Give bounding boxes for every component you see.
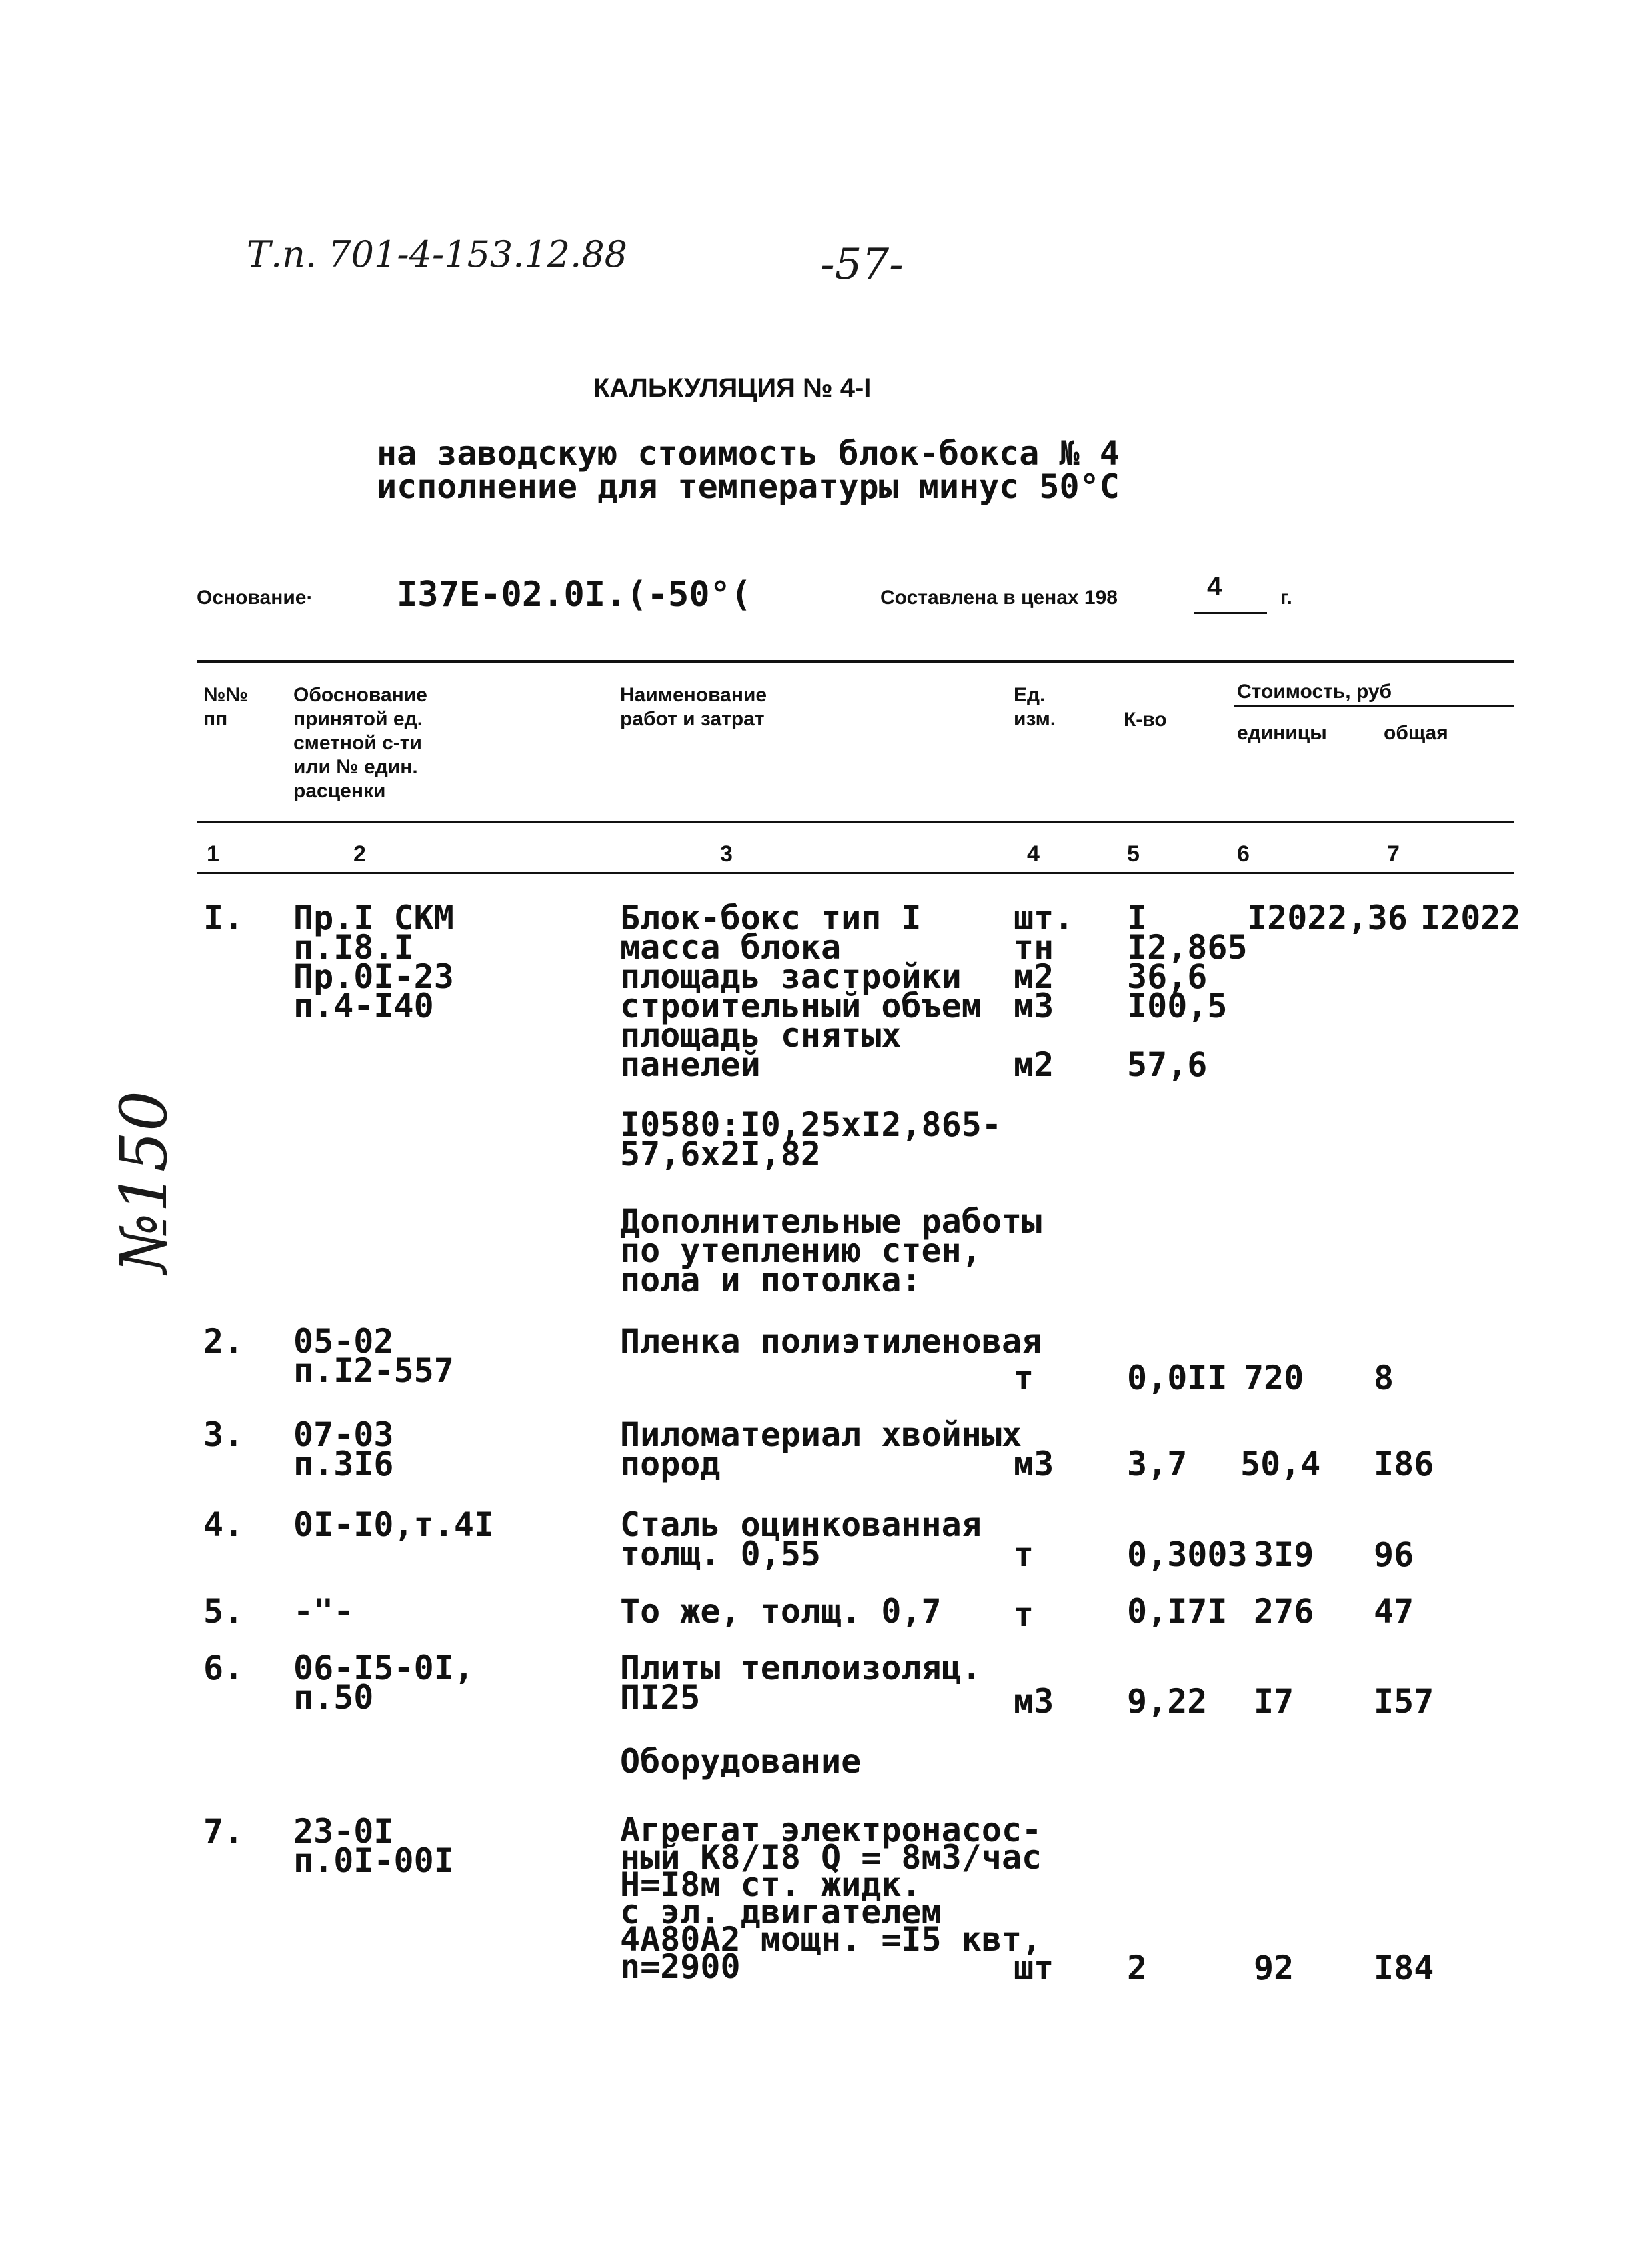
name-line: площадь снятых: [620, 1016, 902, 1055]
col-number: 7: [1387, 841, 1400, 867]
basis-line: 06-I5-0I,: [293, 1649, 474, 1687]
name-line: масса блока: [620, 928, 842, 967]
unit-line: тн: [1014, 928, 1054, 967]
document-reference: Т.п. 701-4-153.12.88: [247, 233, 628, 275]
row-4-total: 96: [1374, 1535, 1414, 1574]
row-7-unit-cost: 92: [1254, 1949, 1294, 1987]
row-4-name: [620, 1505, 982, 1573]
row-4-unit: т: [1014, 1535, 1034, 1574]
basis-line: п.4-I40: [293, 987, 434, 1025]
page-title: КАЛЬКУЛЯЦИЯ № 4-I: [593, 373, 872, 403]
name-line: пола и потолка:: [620, 1261, 922, 1299]
subtitle-line-1: на заводскую стоимость блок-бокса № 4: [377, 434, 1120, 473]
unit-line: шт.: [1014, 899, 1074, 937]
header-col7: общая: [1384, 722, 1448, 744]
row-7-basis: [293, 1812, 454, 1880]
row-1-name: [620, 899, 982, 1084]
col-number: 3: [720, 841, 733, 867]
row-6-name: [620, 1649, 982, 1717]
qty-line: I2,865: [1127, 928, 1248, 967]
name-line: панелей: [620, 1045, 761, 1084]
row-6-basis: [293, 1649, 474, 1717]
name-line: Сталь оцинкованная: [620, 1505, 982, 1544]
col-number: 6: [1237, 841, 1250, 867]
qty-line: 36,6: [1127, 957, 1208, 996]
cost-group-underline: [1234, 705, 1514, 707]
row-7-name: [620, 1811, 1042, 1986]
table-colnum-rule: [197, 872, 1514, 874]
basis-line: Пр.I СКМ: [293, 899, 454, 937]
row-7-quantity: 2: [1127, 1949, 1148, 1987]
compiled-label: Составлена в ценах 198: [880, 587, 1118, 609]
col-number: 5: [1127, 841, 1140, 867]
name-line: площадь застройки: [620, 957, 962, 996]
basis-value: I37Е-02.0I.(-50°(: [397, 575, 752, 615]
table-top-rule: [197, 660, 1514, 663]
col-number: 2: [353, 841, 366, 867]
row-5-total: 47: [1374, 1592, 1414, 1631]
row-1-basis: [293, 899, 454, 1025]
header-col2-line: расценки: [293, 780, 386, 802]
row-3-number: 3.: [203, 1415, 244, 1454]
row-4-unit-cost: 3I9: [1254, 1535, 1314, 1574]
row-2-name: Пленка полиэтиленовая: [620, 1322, 1042, 1361]
row-4-number: 4.: [203, 1505, 244, 1544]
row-2-unit: т: [1014, 1359, 1034, 1397]
name-line: Дополнительные работы: [620, 1202, 1042, 1241]
name-line: n=2900: [620, 1947, 741, 1986]
additional-works-heading: [620, 1202, 1042, 1299]
margin-note: №150: [107, 1090, 181, 1273]
row-1-total: I2022: [1420, 899, 1521, 937]
equipment-heading: Оборудование: [620, 1742, 862, 1781]
header-col2-line: сметной с-ти: [293, 732, 422, 754]
name-line: строительный объем: [620, 987, 982, 1025]
basis-line: п.I2-557: [293, 1351, 454, 1390]
row-5-name: То же, толщ. 0,7: [620, 1592, 942, 1631]
subtitle-line-2: исполнение для температуры минус 50°C: [377, 467, 1120, 506]
name-line: Блок-бокс тип I: [620, 899, 922, 937]
name-line: по утеплению стен,: [620, 1231, 982, 1270]
row-3-basis: [293, 1415, 394, 1483]
row-1-units: [1014, 899, 1074, 1084]
basis-line: 23-0I: [293, 1812, 394, 1851]
name-line: Агрегат электронасос-: [620, 1811, 1042, 1849]
row-6-number: 6.: [203, 1649, 244, 1687]
name-line: 57,6х2I,82: [620, 1135, 822, 1173]
row-1-quantities: [1127, 899, 1248, 1084]
header-col2-line: Обоснование: [293, 684, 427, 706]
unit-line: м2: [1014, 957, 1054, 996]
qty-line: I: [1127, 899, 1148, 937]
header-col2-line: или № един.: [293, 756, 418, 778]
basis-line: Пр.0I-23: [293, 957, 454, 996]
row-4-basis: 0I-I0,т.4I: [293, 1505, 495, 1544]
col-number: 1: [207, 841, 219, 867]
row-5-quantity: 0,I7I: [1127, 1592, 1228, 1631]
name-line: Н=I8м ст. жидк.: [620, 1865, 922, 1904]
header-col6: единицы: [1237, 722, 1327, 744]
row-2-quantity: 0,0II: [1127, 1359, 1228, 1397]
name-line: Плиты теплоизоляц.: [620, 1649, 982, 1687]
row-6-total: I57: [1374, 1682, 1434, 1721]
compiled-year: 4: [1207, 572, 1222, 601]
page-number: -57-: [820, 240, 904, 289]
qty-line: 57,6: [1127, 1045, 1208, 1084]
header-col4: [1014, 683, 1056, 731]
name-line: Пиломатериал хвойных: [620, 1415, 1022, 1454]
row-7-unit: шт: [1014, 1949, 1054, 1987]
basis-line: 05-02: [293, 1322, 394, 1361]
basis-line: п.0I-00I: [293, 1841, 454, 1880]
name-line: I0580:I0,25хI2,865-: [620, 1105, 1002, 1144]
header-col5: К-во: [1124, 709, 1167, 731]
name-line: 4А80А2 мощн. =I5 квт,: [620, 1920, 1042, 1959]
name-line: ПI25: [620, 1678, 701, 1717]
name-line: ный К8/I8 Q = 8м3/час: [620, 1838, 1042, 1877]
row-3-unit-cost: 50,4: [1240, 1445, 1321, 1483]
row-2-unit-cost: 720: [1244, 1359, 1304, 1397]
row-7-number: 7.: [203, 1812, 244, 1851]
header-col1-line: №№: [203, 684, 248, 706]
basis-line: п.I8.I: [293, 928, 414, 967]
header-col4-line: изм.: [1014, 708, 1056, 730]
unit-line: м2: [1014, 1045, 1054, 1084]
header-col1: [203, 683, 248, 731]
unit-line: м3: [1014, 987, 1054, 1025]
row-5-number: 5.: [203, 1592, 244, 1631]
header-col1-line: пп: [203, 708, 228, 730]
basis-label: Основание·: [197, 587, 313, 609]
qty-line: I00,5: [1127, 987, 1228, 1025]
row-3-quantity: 3,7: [1127, 1445, 1188, 1483]
row-5-unit-cost: 276: [1254, 1592, 1314, 1631]
compiled-year-underline: [1194, 612, 1267, 614]
header-col3-line: Наименование: [620, 684, 767, 706]
row-5-basis: -"-: [293, 1592, 354, 1631]
row-3-unit: м3: [1014, 1445, 1054, 1483]
header-col4-line: Ед.: [1014, 684, 1046, 706]
row-3-total: I86: [1374, 1445, 1434, 1483]
row-6-unit-cost: I7: [1254, 1682, 1294, 1721]
row-3-name: [620, 1415, 1022, 1483]
row-4-quantity: 0,3003: [1127, 1535, 1248, 1574]
row-6-quantity: 9,22: [1127, 1682, 1208, 1721]
name-line: пород: [620, 1445, 721, 1483]
header-cost-group: Стоимость, руб: [1237, 681, 1392, 703]
header-col2: [293, 683, 427, 803]
compiled-suffix: г.: [1280, 587, 1292, 609]
row-5-unit: т: [1014, 1595, 1034, 1634]
row-6-unit: м3: [1014, 1682, 1054, 1721]
row-2-total: 8: [1374, 1359, 1394, 1397]
col-number: 4: [1027, 841, 1040, 867]
basis-line: п.3I6: [293, 1445, 394, 1483]
basis-line: п.50: [293, 1678, 374, 1717]
name-line: толщ. 0,55: [620, 1535, 822, 1573]
formula-note: [620, 1105, 1002, 1173]
header-col3: [620, 683, 767, 731]
row-1-number: I.: [203, 899, 244, 937]
row-2-number: 2.: [203, 1322, 244, 1361]
row-1-unit-cost: I2022,36: [1247, 899, 1408, 937]
basis-line: 07-03: [293, 1415, 394, 1454]
table-header-rule: [197, 821, 1514, 823]
name-line: с эл. двигателем: [620, 1893, 942, 1931]
header-col3-line: работ и затрат: [620, 708, 765, 730]
row-7-total: I84: [1374, 1949, 1434, 1987]
header-col2-line: принятой ед.: [293, 708, 423, 730]
row-2-basis: [293, 1322, 454, 1390]
